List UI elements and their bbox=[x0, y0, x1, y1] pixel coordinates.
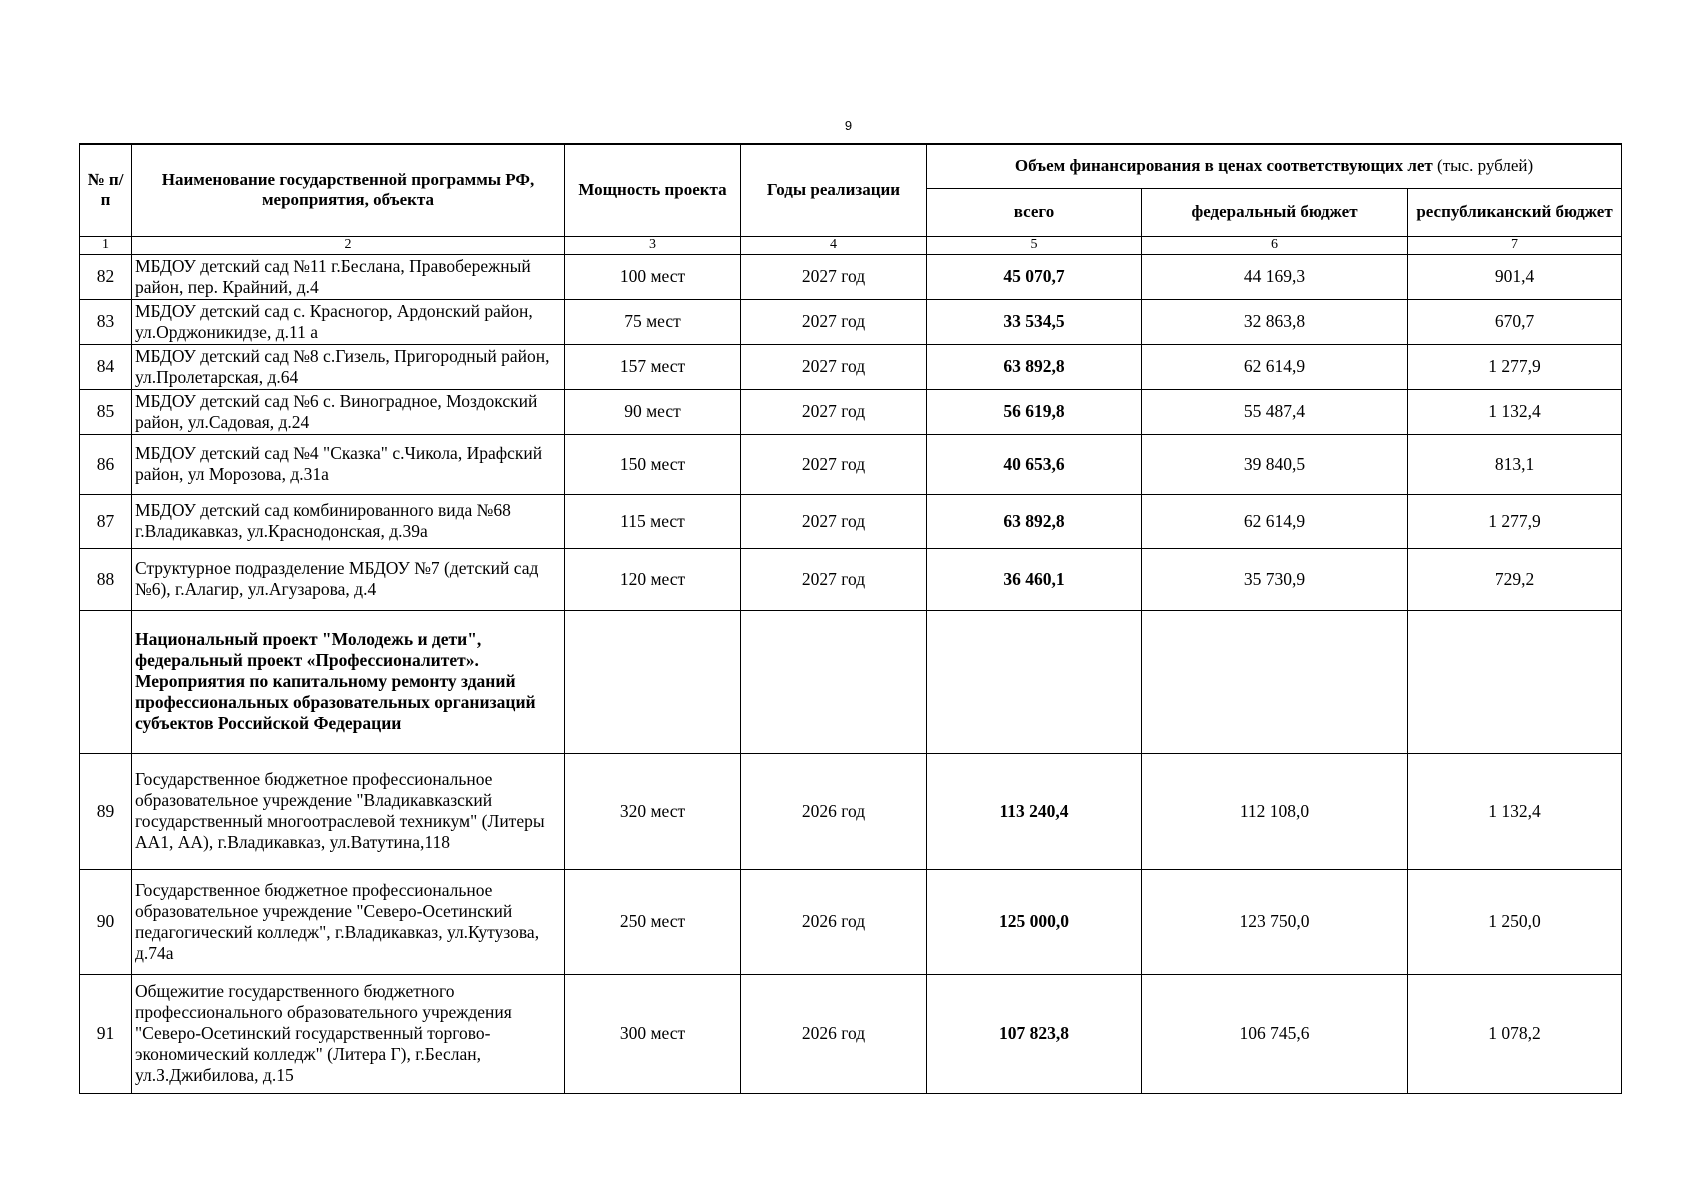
row-republic: 813,1 bbox=[1408, 434, 1622, 494]
header-funding-title: Объем финансирования в ценах соответствующих лет bbox=[1014, 156, 1433, 176]
column-number: 3 bbox=[565, 236, 741, 254]
row-num: 82 bbox=[80, 254, 132, 299]
row-federal: 32 863,8 bbox=[1142, 299, 1408, 344]
row-total: 33 534,5 bbox=[927, 299, 1142, 344]
header-funding-unit: (тыс. рублей) bbox=[1437, 156, 1534, 176]
row-num: 87 bbox=[80, 494, 132, 548]
column-number: 4 bbox=[741, 236, 927, 254]
row-republic: 1 078,2 bbox=[1408, 974, 1622, 1093]
row-years: 2027 год bbox=[741, 389, 927, 434]
header-republic: республиканский бюджет bbox=[1408, 188, 1622, 236]
row-total: 63 892,8 bbox=[927, 344, 1142, 389]
table-row bbox=[80, 299, 1622, 344]
row-num: 91 bbox=[80, 974, 132, 1093]
section-title: Национальный проект "Молодежь и дети", федеральный проект «Профессионалитет». Мероприятия по капитальному ремонту зданий профессиональных образовательных организаций субъектов Российской Федерации bbox=[132, 610, 565, 753]
section-empty-cell bbox=[927, 610, 1142, 753]
table-row bbox=[80, 434, 1622, 494]
row-federal: 55 487,4 bbox=[1142, 389, 1408, 434]
row-num: 83 bbox=[80, 299, 132, 344]
row-capacity: 320 мест bbox=[565, 753, 741, 869]
financing-table bbox=[79, 143, 1622, 1094]
column-number: 1 bbox=[80, 236, 132, 254]
row-federal: 44 169,3 bbox=[1142, 254, 1408, 299]
column-number: 7 bbox=[1408, 236, 1622, 254]
header-num: № п/п bbox=[80, 144, 132, 236]
row-years: 2026 год bbox=[741, 974, 927, 1093]
row-republic: 1 132,4 bbox=[1408, 389, 1622, 434]
row-total: 125 000,0 bbox=[927, 869, 1142, 974]
row-republic: 670,7 bbox=[1408, 299, 1622, 344]
row-num: 90 bbox=[80, 869, 132, 974]
row-num: 88 bbox=[80, 548, 132, 610]
row-republic: 1 132,4 bbox=[1408, 753, 1622, 869]
table-row bbox=[80, 753, 1622, 869]
row-total: 36 460,1 bbox=[927, 548, 1142, 610]
row-capacity: 120 мест bbox=[565, 548, 741, 610]
row-republic: 901,4 bbox=[1408, 254, 1622, 299]
row-total: 63 892,8 bbox=[927, 494, 1142, 548]
row-republic: 1 277,9 bbox=[1408, 494, 1622, 548]
row-name: МБДОУ детский сад №6 с. Виноградное, Моздокский район, ул.Садовая, д.24 bbox=[132, 389, 565, 434]
row-years: 2027 год bbox=[741, 344, 927, 389]
header-capacity: Мощность проекта bbox=[565, 144, 741, 236]
section-row bbox=[80, 610, 1622, 753]
table-row bbox=[80, 494, 1622, 548]
row-name: Общежитие государственного бюджетного профессионального образовательного учреждения "Северо-Осетинский государственный торгово-экономический колледж" (Литера Г), г.Беслан, ул.З.Джибилова, д.15 bbox=[132, 974, 565, 1093]
row-years: 2026 год bbox=[741, 753, 927, 869]
table-row bbox=[80, 344, 1622, 389]
row-capacity: 115 мест bbox=[565, 494, 741, 548]
row-federal: 62 614,9 bbox=[1142, 494, 1408, 548]
row-name: МБДОУ детский сад комбинированного вида №68 г.Владикавказ, ул.Краснодонская, д.39а bbox=[132, 494, 565, 548]
row-republic: 1 250,0 bbox=[1408, 869, 1622, 974]
row-total: 45 070,7 bbox=[927, 254, 1142, 299]
header-federal: федеральный бюджет bbox=[1142, 188, 1408, 236]
header-total: всего bbox=[927, 188, 1142, 236]
table-row bbox=[80, 974, 1622, 1093]
row-name: Государственное бюджетное профессиональное образовательное учреждение "Владикавказский государственный многоотраслевой техникум" (Литеры АА1, АА), г.Владикавказ, ул.Ватутина,118 bbox=[132, 753, 565, 869]
row-capacity: 300 мест bbox=[565, 974, 741, 1093]
row-total: 113 240,4 bbox=[927, 753, 1142, 869]
row-num: 86 bbox=[80, 434, 132, 494]
row-years: 2027 год bbox=[741, 434, 927, 494]
header-name: Наименование государственной программы РФ, мероприятия, объекта bbox=[132, 144, 565, 236]
table-row bbox=[80, 254, 1622, 299]
row-capacity: 150 мест bbox=[565, 434, 741, 494]
row-years: 2027 год bbox=[741, 254, 927, 299]
row-name: МБДОУ детский сад с. Красногор, Ардонский район, ул.Орджоникидзе, д.11 а bbox=[132, 299, 565, 344]
column-number: 5 bbox=[927, 236, 1142, 254]
row-capacity: 75 мест bbox=[565, 299, 741, 344]
row-name: МБДОУ детский сад №11 г.Беслана, Правобережный район, пер. Крайний, д.4 bbox=[132, 254, 565, 299]
row-federal: 35 730,9 bbox=[1142, 548, 1408, 610]
row-federal: 106 745,6 bbox=[1142, 974, 1408, 1093]
row-capacity: 100 мест bbox=[565, 254, 741, 299]
row-years: 2026 год bbox=[741, 869, 927, 974]
row-capacity: 157 мест bbox=[565, 344, 741, 389]
row-name: МБДОУ детский сад №8 с.Гизель, Пригородный район, ул.Пролетарская, д.64 bbox=[132, 344, 565, 389]
header-years: Годы реализации bbox=[741, 144, 927, 236]
table-row bbox=[80, 869, 1622, 974]
row-name: Государственное бюджетное профессиональное образовательное учреждение "Северо-Осетинский педагогический колледж", г.Владикавказ, ул.Кутузова, д.74а bbox=[132, 869, 565, 974]
section-empty-cell bbox=[565, 610, 741, 753]
section-num-cell bbox=[80, 610, 132, 753]
table-row bbox=[80, 389, 1622, 434]
row-total: 56 619,8 bbox=[927, 389, 1142, 434]
row-federal: 123 750,0 bbox=[1142, 869, 1408, 974]
row-federal: 39 840,5 bbox=[1142, 434, 1408, 494]
column-number: 6 bbox=[1142, 236, 1408, 254]
section-empty-cell bbox=[1408, 610, 1622, 753]
row-federal: 112 108,0 bbox=[1142, 753, 1408, 869]
column-number: 2 bbox=[132, 236, 565, 254]
section-empty-cell bbox=[1142, 610, 1408, 753]
table-row bbox=[80, 548, 1622, 610]
row-name: МБДОУ детский сад №4 "Сказка" с.Чикола, Ирафский район, ул Морозова, д.31а bbox=[132, 434, 565, 494]
row-num: 89 bbox=[80, 753, 132, 869]
row-num: 84 bbox=[80, 344, 132, 389]
row-republic: 1 277,9 bbox=[1408, 344, 1622, 389]
page-number: 9 bbox=[844, 118, 853, 133]
row-republic: 729,2 bbox=[1408, 548, 1622, 610]
row-years: 2027 год bbox=[741, 548, 927, 610]
row-capacity: 250 мест bbox=[565, 869, 741, 974]
row-name: Структурное подразделение МБДОУ №7 (детский сад №6), г.Алагир, ул.Агузарова, д.4 bbox=[132, 548, 565, 610]
column-number-row bbox=[80, 236, 1622, 254]
section-empty-cell bbox=[741, 610, 927, 753]
row-years: 2027 год bbox=[741, 299, 927, 344]
row-total: 107 823,8 bbox=[927, 974, 1142, 1093]
header-funding bbox=[927, 144, 1622, 188]
row-num: 85 bbox=[80, 389, 132, 434]
row-total: 40 653,6 bbox=[927, 434, 1142, 494]
row-federal: 62 614,9 bbox=[1142, 344, 1408, 389]
row-capacity: 90 мест bbox=[565, 389, 741, 434]
row-years: 2027 год bbox=[741, 494, 927, 548]
